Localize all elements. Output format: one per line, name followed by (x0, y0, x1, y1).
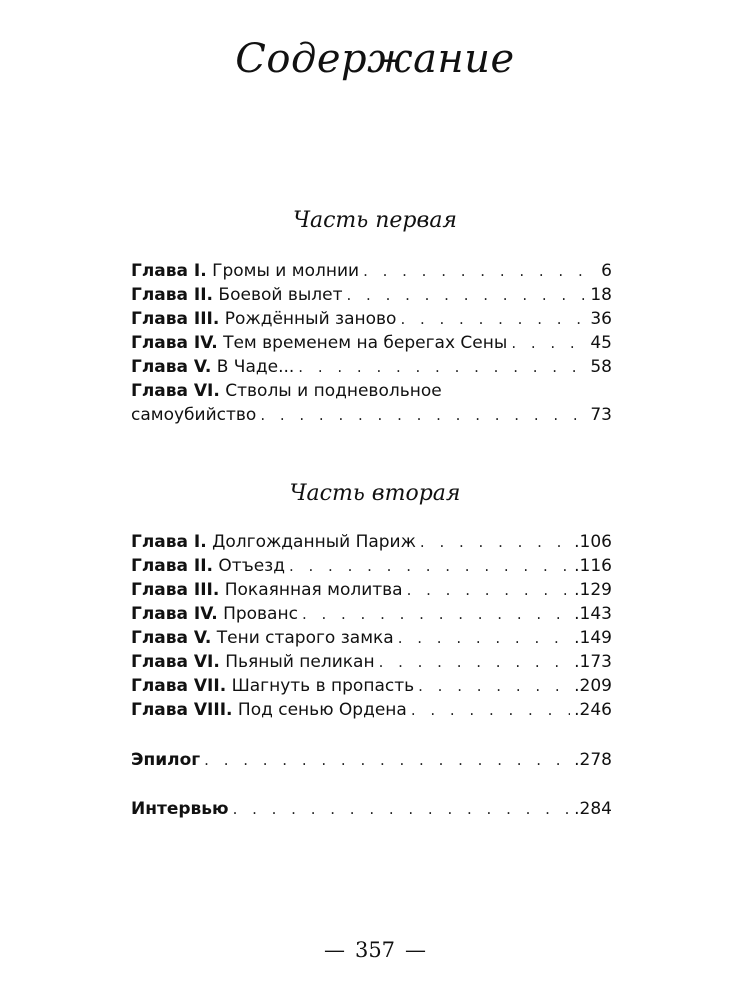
page-number: 18 (590, 285, 612, 305)
chapter-title: Громы и молнии (212, 261, 360, 281)
chapter-label: Глава III. (131, 309, 220, 329)
chapter-label: Глава VII. (131, 676, 227, 696)
page-number: .143 (574, 604, 612, 624)
chapter-label: Глава I. (131, 261, 207, 281)
dot-leader (347, 283, 587, 307)
part-two-toc (131, 530, 612, 722)
chapter-title: Боевой вылет (218, 285, 343, 305)
chapter-label: Глава V. (131, 628, 212, 648)
toc-entry[interactable] (131, 650, 612, 674)
toc-entry[interactable] (131, 578, 612, 602)
dot-leader (511, 331, 586, 355)
dot-leader (298, 355, 586, 379)
footer-page-number: 357 (354, 938, 396, 962)
dot-leader (379, 650, 571, 674)
footer-dash-right: — (405, 938, 427, 962)
chapter-label: Глава V. (131, 357, 212, 377)
toc-entry[interactable] (131, 379, 612, 427)
chapter-title: Рождённый заново (224, 309, 397, 329)
chapter-title: Отъезд (218, 556, 285, 576)
chapter-label: Глава II. (131, 556, 214, 576)
toc-entry-interview[interactable] (131, 797, 612, 821)
page-number: 36 (590, 309, 612, 329)
toc-entry[interactable] (131, 626, 612, 650)
chapter-label: Глава IV. (131, 604, 218, 624)
chapter-title: Покаянная молитва (224, 580, 403, 600)
dot-leader (302, 602, 570, 626)
part-one-heading: Часть первая (292, 208, 458, 233)
chapter-title: Стволы и подневольное (225, 381, 442, 401)
page-number: .116 (574, 556, 612, 576)
epilogue-section (131, 748, 612, 772)
chapter-label: Глава III. (131, 580, 220, 600)
page-number: 6 (601, 261, 612, 281)
chapter-title: Долгожданный Париж (212, 532, 416, 552)
page-footer (0, 938, 750, 962)
page-number: .106 (574, 532, 612, 552)
page-title: Содержание (235, 36, 515, 82)
toc-entry[interactable] (131, 698, 612, 722)
page-number: .284 (574, 799, 612, 819)
interview-section (131, 797, 612, 821)
chapter-label: Глава VI. (131, 652, 220, 672)
dot-leader (363, 259, 597, 283)
dot-leader (407, 578, 571, 602)
page-number: .149 (574, 628, 612, 648)
chapter-title: Шагнуть в пропасть (231, 676, 415, 696)
chapter-title: Тени старого замка (216, 628, 394, 648)
chapter-label: Глава VI. (131, 381, 220, 401)
dot-leader (233, 797, 571, 821)
page-number: 45 (590, 333, 612, 353)
part-two-heading: Часть вторая (289, 481, 461, 506)
chapter-label: Глава II. (131, 285, 214, 305)
epilogue-label: Эпилог (131, 750, 201, 770)
dot-leader (260, 403, 586, 427)
dot-leader (400, 307, 586, 331)
page-number: .209 (574, 676, 612, 696)
chapter-label: Глава IV. (131, 333, 218, 353)
page-number: .278 (574, 750, 612, 770)
chapter-title: Тем временем на берегах Сены (223, 333, 508, 353)
page-number: 73 (590, 405, 612, 425)
toc-entry-epilogue[interactable] (131, 748, 612, 772)
chapter-title: Пьяный пеликан (225, 652, 375, 672)
toc-entry[interactable] (131, 331, 612, 355)
chapter-title-continued: самоубийство (131, 405, 257, 425)
toc-entry[interactable] (131, 602, 612, 626)
toc-entry[interactable] (131, 554, 612, 578)
toc-entry[interactable] (131, 674, 612, 698)
interview-label: Интервью (131, 799, 229, 819)
chapter-label: Глава I. (131, 532, 207, 552)
chapter-title: В Чаде... (216, 357, 295, 377)
toc-entry[interactable] (131, 530, 612, 554)
toc-entry[interactable] (131, 307, 612, 331)
toc-entry[interactable] (131, 355, 612, 379)
footer-dash-left: — (323, 938, 345, 962)
page-number: .173 (574, 652, 612, 672)
dot-leader (418, 674, 570, 698)
part-one-toc (131, 259, 612, 427)
chapter-title: Прованс (223, 604, 298, 624)
dot-leader (420, 530, 570, 554)
toc-entry[interactable] (131, 283, 612, 307)
dot-leader (398, 626, 570, 650)
dot-leader (289, 554, 570, 578)
chapter-title: Под сенью Ордена (237, 700, 407, 720)
toc-entry[interactable] (131, 259, 612, 283)
chapter-label: Глава VIII. (131, 700, 233, 720)
page-number: .129 (574, 580, 612, 600)
dot-leader (204, 748, 570, 772)
page-number: 58 (590, 357, 612, 377)
dot-leader (411, 698, 570, 722)
page-number: .246 (574, 700, 612, 720)
